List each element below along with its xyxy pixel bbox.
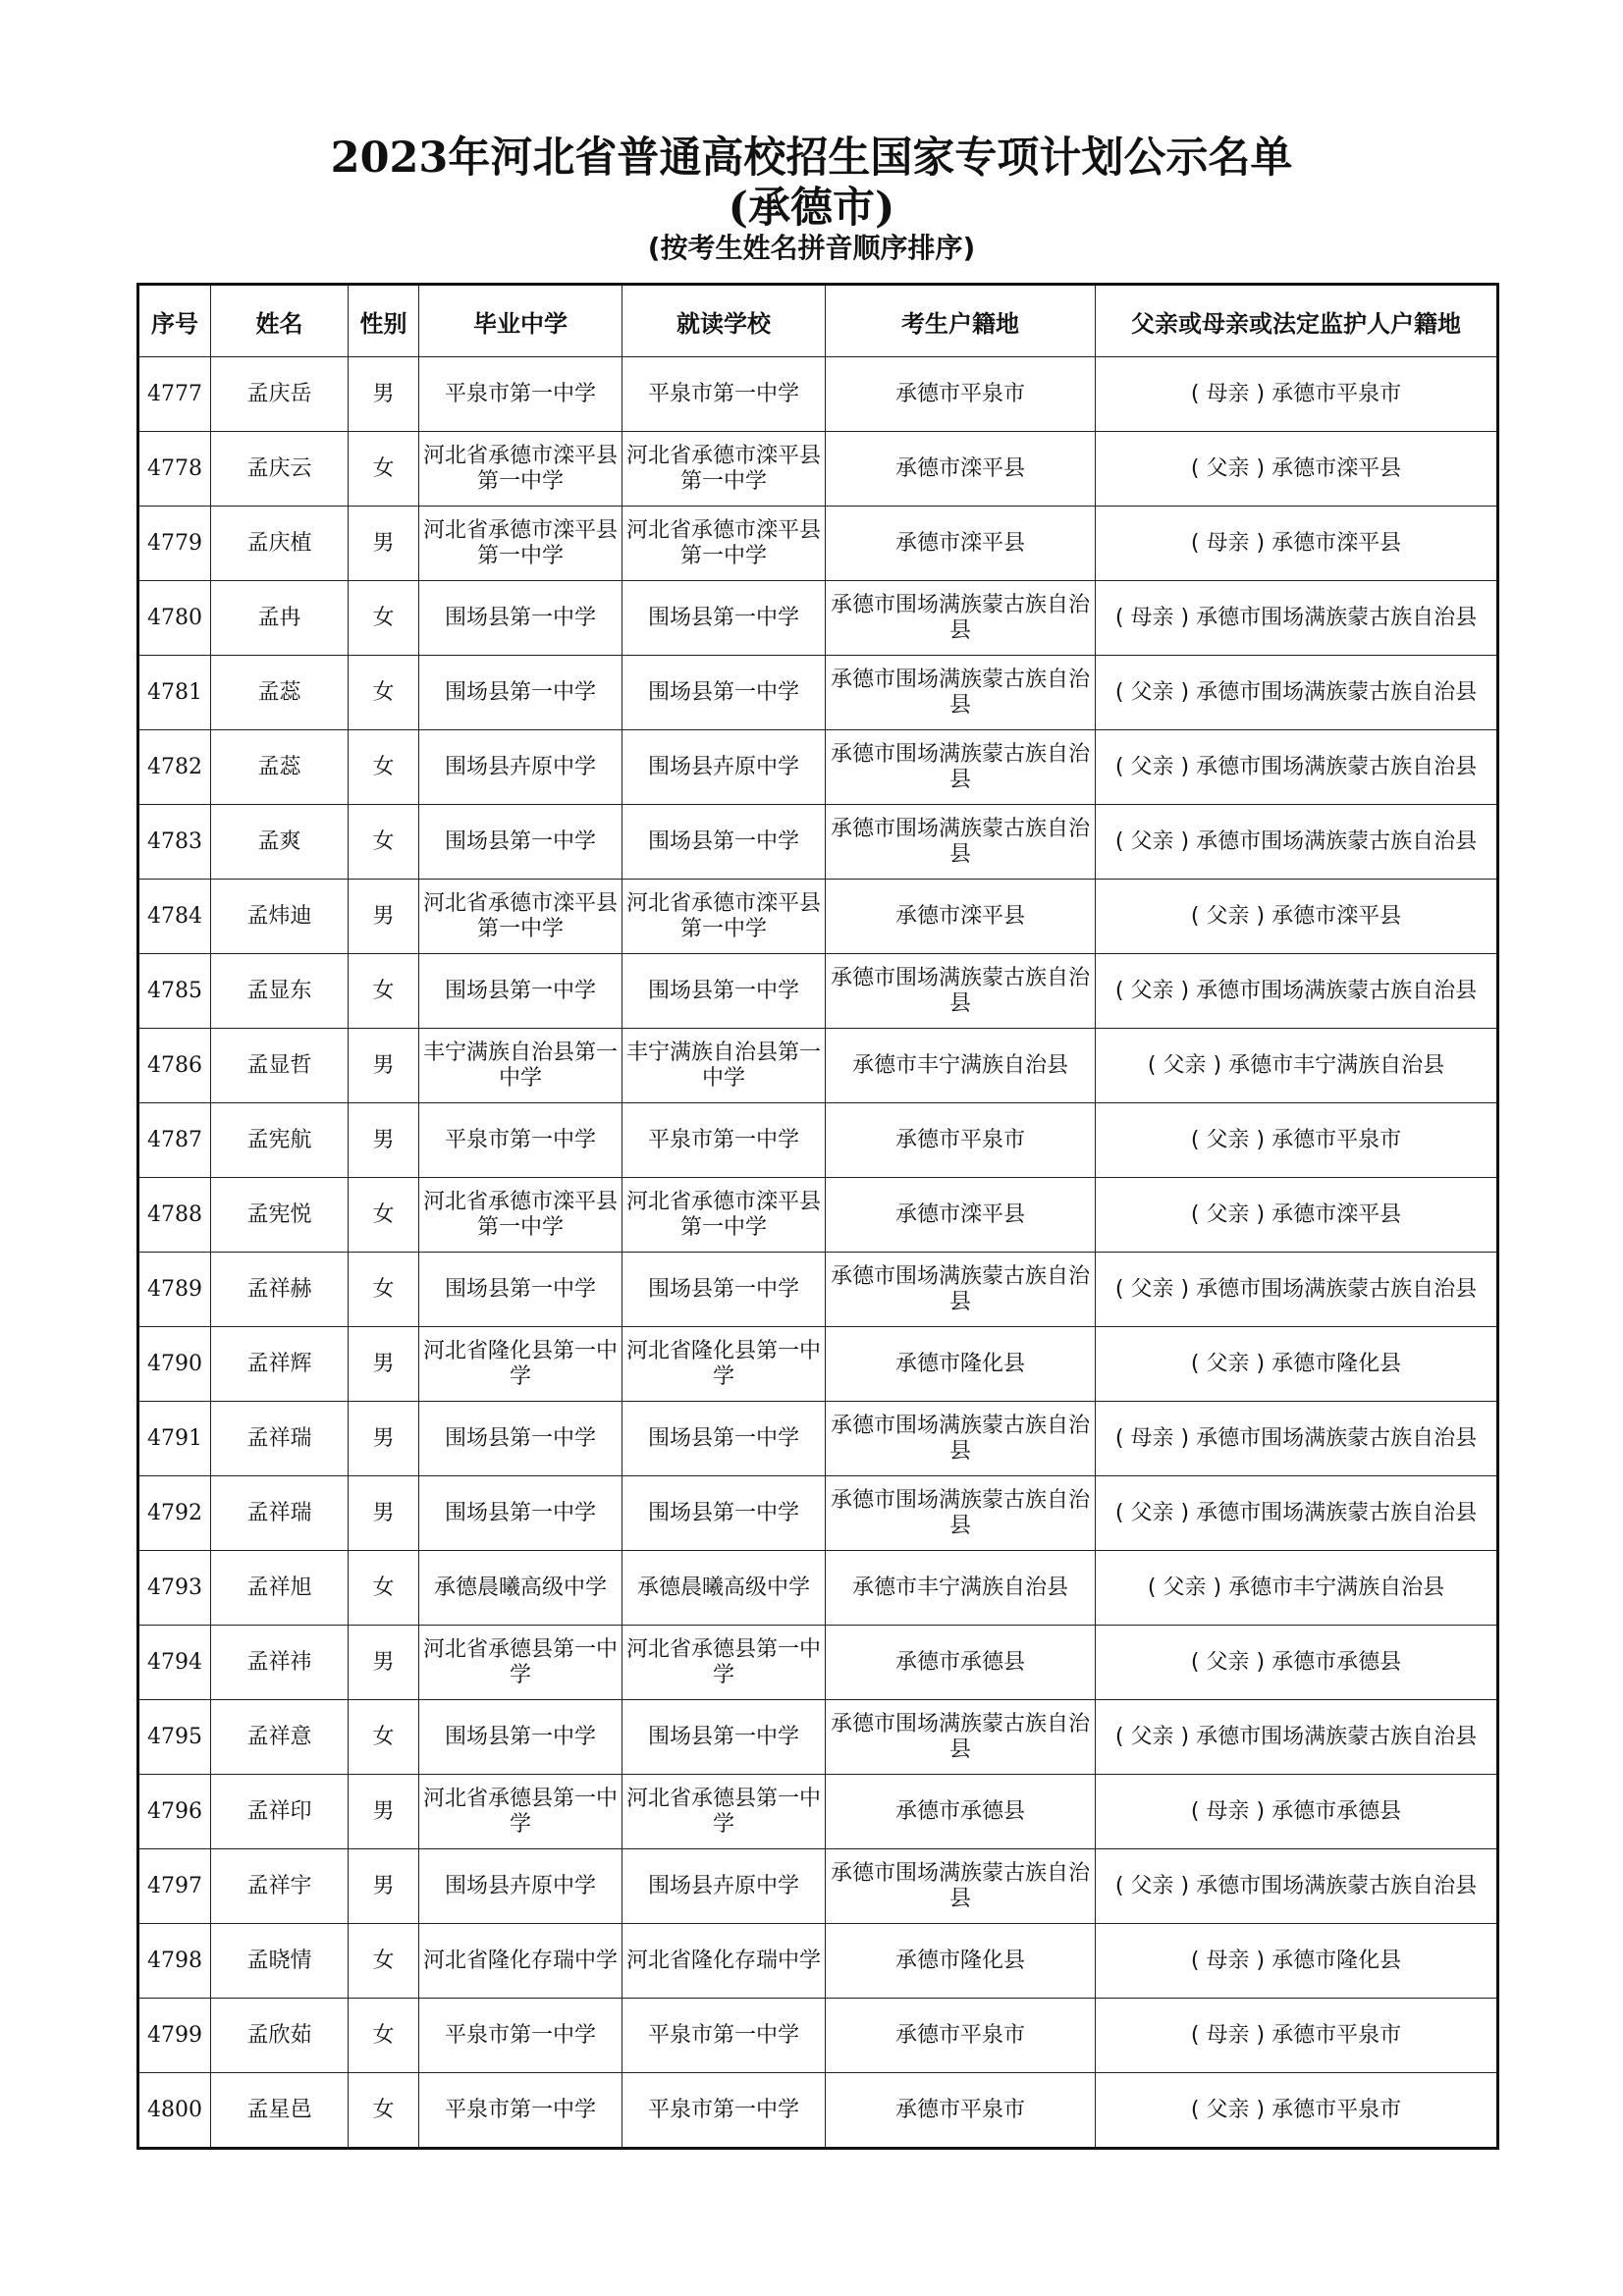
cell-cur-school: 河北省承德市滦平县第一中学 bbox=[622, 432, 826, 507]
cell-no: 4799 bbox=[138, 1999, 211, 2073]
cell-grad-school: 平泉市第一中学 bbox=[419, 1103, 622, 1178]
table-row bbox=[138, 507, 1498, 581]
table-header-row bbox=[138, 285, 1498, 357]
cell-guardian-hukou: ( 父亲 ) 承德市围场满族蒙古族自治县 bbox=[1096, 730, 1498, 805]
table-row bbox=[138, 1849, 1498, 1924]
cell-guardian-hukou: ( 父亲 ) 承德市滦平县 bbox=[1096, 1178, 1498, 1253]
table-row bbox=[138, 432, 1498, 507]
cell-guardian-hukou: ( 父亲 ) 承德市丰宁满族自治县 bbox=[1096, 1551, 1498, 1626]
cell-gender: 女 bbox=[349, 2073, 419, 2149]
table-row bbox=[138, 1700, 1498, 1775]
cell-grad-school: 围场县卉原中学 bbox=[419, 730, 622, 805]
cell-no: 4787 bbox=[138, 1103, 211, 1178]
cell-cur-school: 平泉市第一中学 bbox=[622, 1999, 826, 2073]
cell-gender: 男 bbox=[349, 880, 419, 954]
cell-grad-school: 围场县第一中学 bbox=[419, 581, 622, 656]
cell-cur-school: 围场县卉原中学 bbox=[622, 1849, 826, 1924]
cell-name: 孟蕊 bbox=[211, 730, 349, 805]
cell-no: 4789 bbox=[138, 1253, 211, 1327]
cell-guardian-hukou: ( 父亲 ) 承德市隆化县 bbox=[1096, 1327, 1498, 1402]
cell-hukou: 承德市承德县 bbox=[826, 1626, 1096, 1700]
cell-gender: 女 bbox=[349, 1253, 419, 1327]
cell-hukou: 承德市平泉市 bbox=[826, 357, 1096, 432]
table-row bbox=[138, 1029, 1498, 1103]
cell-cur-school: 河北省隆化存瑞中学 bbox=[622, 1924, 826, 1999]
col-header-guardian-hukou: 父亲或母亲或法定监护人户籍地 bbox=[1096, 285, 1498, 357]
cell-guardian-hukou: ( 父亲 ) 承德市围场满族蒙古族自治县 bbox=[1096, 1849, 1498, 1924]
cell-cur-school: 围场县第一中学 bbox=[622, 954, 826, 1029]
col-header-no: 序号 bbox=[138, 285, 211, 357]
cell-hukou: 承德市围场满族蒙古族自治县 bbox=[826, 1402, 1096, 1476]
cell-guardian-hukou: ( 父亲 ) 承德市平泉市 bbox=[1096, 1103, 1498, 1178]
cell-hukou: 承德市围场满族蒙古族自治县 bbox=[826, 656, 1096, 730]
cell-no: 4784 bbox=[138, 880, 211, 954]
cell-name: 孟蕊 bbox=[211, 656, 349, 730]
cell-grad-school: 围场县第一中学 bbox=[419, 1700, 622, 1775]
cell-grad-school: 承德晨曦高级中学 bbox=[419, 1551, 622, 1626]
cell-hukou: 承德市平泉市 bbox=[826, 1103, 1096, 1178]
table-row bbox=[138, 656, 1498, 730]
cell-cur-school: 承德晨曦高级中学 bbox=[622, 1551, 826, 1626]
cell-gender: 女 bbox=[349, 432, 419, 507]
cell-guardian-hukou: ( 母亲 ) 承德市围场满族蒙古族自治县 bbox=[1096, 581, 1498, 656]
cell-hukou: 承德市围场满族蒙古族自治县 bbox=[826, 805, 1096, 880]
cell-guardian-hukou: ( 父亲 ) 承德市围场满族蒙古族自治县 bbox=[1096, 805, 1498, 880]
col-header-hukou: 考生户籍地 bbox=[826, 285, 1096, 357]
table-row bbox=[138, 730, 1498, 805]
cell-cur-school: 河北省承德市滦平县第一中学 bbox=[622, 507, 826, 581]
cell-no: 4794 bbox=[138, 1626, 211, 1700]
cell-grad-school: 丰宁满族自治县第一中学 bbox=[419, 1029, 622, 1103]
table-row bbox=[138, 1775, 1498, 1849]
cell-guardian-hukou: ( 父亲 ) 承德市平泉市 bbox=[1096, 2073, 1498, 2149]
cell-no: 4793 bbox=[138, 1551, 211, 1626]
cell-gender: 女 bbox=[349, 1178, 419, 1253]
cell-hukou: 承德市丰宁满族自治县 bbox=[826, 1551, 1096, 1626]
cell-guardian-hukou: ( 母亲 ) 承德市滦平县 bbox=[1096, 507, 1498, 581]
cell-grad-school: 河北省承德市滦平县第一中学 bbox=[419, 507, 622, 581]
cell-cur-school: 围场县第一中学 bbox=[622, 656, 826, 730]
cell-name: 孟显东 bbox=[211, 954, 349, 1029]
cell-name: 孟庆岳 bbox=[211, 357, 349, 432]
cell-gender: 女 bbox=[349, 1999, 419, 2073]
cell-no: 4786 bbox=[138, 1029, 211, 1103]
cell-grad-school: 河北省隆化县第一中学 bbox=[419, 1327, 622, 1402]
cell-grad-school: 围场县第一中学 bbox=[419, 954, 622, 1029]
cell-name: 孟祥印 bbox=[211, 1775, 349, 1849]
table-row bbox=[138, 1626, 1498, 1700]
col-header-name: 姓名 bbox=[211, 285, 349, 357]
cell-hukou: 承德市承德县 bbox=[826, 1775, 1096, 1849]
cell-grad-school: 围场县第一中学 bbox=[419, 1476, 622, 1551]
cell-gender: 男 bbox=[349, 1029, 419, 1103]
cell-hukou: 承德市围场满族蒙古族自治县 bbox=[826, 954, 1096, 1029]
cell-gender: 男 bbox=[349, 1327, 419, 1402]
cell-grad-school: 河北省承德市滦平县第一中学 bbox=[419, 880, 622, 954]
cell-no: 4777 bbox=[138, 357, 211, 432]
cell-name: 孟显哲 bbox=[211, 1029, 349, 1103]
cell-name: 孟祥旭 bbox=[211, 1551, 349, 1626]
table-row bbox=[138, 2073, 1498, 2149]
cell-gender: 女 bbox=[349, 1700, 419, 1775]
cell-guardian-hukou: ( 父亲 ) 承德市围场满族蒙古族自治县 bbox=[1096, 656, 1498, 730]
cell-cur-school: 平泉市第一中学 bbox=[622, 1103, 826, 1178]
cell-name: 孟爽 bbox=[211, 805, 349, 880]
cell-cur-school: 围场县第一中学 bbox=[622, 1402, 826, 1476]
cell-gender: 男 bbox=[349, 1402, 419, 1476]
cell-cur-school: 围场县第一中学 bbox=[622, 1476, 826, 1551]
cell-guardian-hukou: ( 母亲 ) 承德市隆化县 bbox=[1096, 1924, 1498, 1999]
cell-guardian-hukou: ( 母亲 ) 承德市围场满族蒙古族自治县 bbox=[1096, 1402, 1498, 1476]
table-row bbox=[138, 1999, 1498, 2073]
cell-grad-school: 围场县第一中学 bbox=[419, 805, 622, 880]
cell-name: 孟祥赫 bbox=[211, 1253, 349, 1327]
cell-guardian-hukou: ( 父亲 ) 承德市丰宁满族自治县 bbox=[1096, 1029, 1498, 1103]
cell-gender: 女 bbox=[349, 954, 419, 1029]
cell-grad-school: 平泉市第一中学 bbox=[419, 1999, 622, 2073]
col-header-gender: 性别 bbox=[349, 285, 419, 357]
cell-guardian-hukou: ( 父亲 ) 承德市围场满族蒙古族自治县 bbox=[1096, 954, 1498, 1029]
cell-cur-school: 围场县第一中学 bbox=[622, 581, 826, 656]
cell-no: 4778 bbox=[138, 432, 211, 507]
cell-cur-school: 围场县第一中学 bbox=[622, 1700, 826, 1775]
cell-cur-school: 丰宁满族自治县第一中学 bbox=[622, 1029, 826, 1103]
cell-name: 孟炜迪 bbox=[211, 880, 349, 954]
table-row bbox=[138, 581, 1498, 656]
cell-gender: 女 bbox=[349, 581, 419, 656]
cell-no: 4779 bbox=[138, 507, 211, 581]
cell-guardian-hukou: ( 父亲 ) 承德市滦平县 bbox=[1096, 432, 1498, 507]
cell-no: 4800 bbox=[138, 2073, 211, 2149]
cell-guardian-hukou: ( 父亲 ) 承德市围场满族蒙古族自治县 bbox=[1096, 1253, 1498, 1327]
cell-no: 4797 bbox=[138, 1849, 211, 1924]
cell-grad-school: 河北省承德县第一中学 bbox=[419, 1775, 622, 1849]
cell-no: 4788 bbox=[138, 1178, 211, 1253]
cell-hukou: 承德市滦平县 bbox=[826, 880, 1096, 954]
cell-hukou: 承德市滦平县 bbox=[826, 432, 1096, 507]
cell-gender: 女 bbox=[349, 1924, 419, 1999]
cell-name: 孟晓情 bbox=[211, 1924, 349, 1999]
table-row bbox=[138, 1253, 1498, 1327]
cell-cur-school: 河北省承德县第一中学 bbox=[622, 1626, 826, 1700]
cell-no: 4785 bbox=[138, 954, 211, 1029]
cell-grad-school: 河北省承德市滦平县第一中学 bbox=[419, 1178, 622, 1253]
cell-cur-school: 围场县第一中学 bbox=[622, 1253, 826, 1327]
cell-hukou: 承德市围场满族蒙古族自治县 bbox=[826, 730, 1096, 805]
cell-gender: 男 bbox=[349, 1626, 419, 1700]
cell-guardian-hukou: ( 父亲 ) 承德市围场满族蒙古族自治县 bbox=[1096, 1700, 1498, 1775]
cell-name: 孟宪航 bbox=[211, 1103, 349, 1178]
cell-gender: 男 bbox=[349, 1849, 419, 1924]
page-title: 2023年河北省普通高校招生国家专项计划公示名单 bbox=[330, 133, 1293, 183]
cell-guardian-hukou: ( 父亲 ) 承德市围场满族蒙古族自治县 bbox=[1096, 1476, 1498, 1551]
cell-name: 孟祥辉 bbox=[211, 1327, 349, 1402]
sort-note: (按考生姓名拼音顺序排序) bbox=[647, 232, 976, 264]
cell-gender: 男 bbox=[349, 1775, 419, 1849]
cell-gender: 男 bbox=[349, 1103, 419, 1178]
cell-name: 孟庆植 bbox=[211, 507, 349, 581]
cell-no: 4780 bbox=[138, 581, 211, 656]
cell-grad-school: 围场县第一中学 bbox=[419, 1253, 622, 1327]
cell-grad-school: 围场县第一中学 bbox=[419, 656, 622, 730]
cell-grad-school: 平泉市第一中学 bbox=[419, 2073, 622, 2149]
cell-grad-school: 河北省承德县第一中学 bbox=[419, 1626, 622, 1700]
table-row bbox=[138, 805, 1498, 880]
cell-gender: 女 bbox=[349, 730, 419, 805]
table-row bbox=[138, 357, 1498, 432]
cell-no: 4798 bbox=[138, 1924, 211, 1999]
cell-guardian-hukou: ( 母亲 ) 承德市平泉市 bbox=[1096, 357, 1498, 432]
cell-gender: 女 bbox=[349, 1551, 419, 1626]
cell-no: 4782 bbox=[138, 730, 211, 805]
table-row bbox=[138, 1476, 1498, 1551]
cell-cur-school: 围场县卉原中学 bbox=[622, 730, 826, 805]
cell-cur-school: 围场县第一中学 bbox=[622, 805, 826, 880]
table-row bbox=[138, 1551, 1498, 1626]
col-header-grad-school: 毕业中学 bbox=[419, 285, 622, 357]
table-row bbox=[138, 954, 1498, 1029]
cell-no: 4795 bbox=[138, 1700, 211, 1775]
cell-grad-school: 河北省隆化存瑞中学 bbox=[419, 1924, 622, 1999]
cell-gender: 男 bbox=[349, 357, 419, 432]
cell-name: 孟祥宇 bbox=[211, 1849, 349, 1924]
cell-grad-school: 围场县第一中学 bbox=[419, 1402, 622, 1476]
cell-hukou: 承德市平泉市 bbox=[826, 1999, 1096, 2073]
cell-hukou: 承德市围场满族蒙古族自治县 bbox=[826, 1700, 1096, 1775]
cell-cur-school: 河北省承德县第一中学 bbox=[622, 1775, 826, 1849]
cell-hukou: 承德市围场满族蒙古族自治县 bbox=[826, 581, 1096, 656]
cell-name: 孟祥意 bbox=[211, 1700, 349, 1775]
table-row bbox=[138, 880, 1498, 954]
cell-no: 4783 bbox=[138, 805, 211, 880]
cell-name: 孟冉 bbox=[211, 581, 349, 656]
table-row bbox=[138, 1178, 1498, 1253]
cell-gender: 女 bbox=[349, 805, 419, 880]
cell-grad-school: 围场县卉原中学 bbox=[419, 1849, 622, 1924]
col-header-cur-school: 就读学校 bbox=[622, 285, 826, 357]
cell-cur-school: 平泉市第一中学 bbox=[622, 357, 826, 432]
cell-cur-school: 河北省承德市滦平县第一中学 bbox=[622, 880, 826, 954]
cell-name: 孟宪悦 bbox=[211, 1178, 349, 1253]
cell-cur-school: 平泉市第一中学 bbox=[622, 2073, 826, 2149]
cell-grad-school: 平泉市第一中学 bbox=[419, 357, 622, 432]
cell-name: 孟祥瑞 bbox=[211, 1402, 349, 1476]
cell-no: 4792 bbox=[138, 1476, 211, 1551]
cell-hukou: 承德市滦平县 bbox=[826, 1178, 1096, 1253]
cell-name: 孟祥瑞 bbox=[211, 1476, 349, 1551]
page-subtitle: (承德市) bbox=[728, 184, 895, 233]
cell-hukou: 承德市隆化县 bbox=[826, 1327, 1096, 1402]
cell-hukou: 承德市围场满族蒙古族自治县 bbox=[826, 1476, 1096, 1551]
cell-name: 孟庆云 bbox=[211, 432, 349, 507]
cell-hukou: 承德市丰宁满族自治县 bbox=[826, 1029, 1096, 1103]
table-row bbox=[138, 1103, 1498, 1178]
cell-gender: 男 bbox=[349, 1476, 419, 1551]
cell-gender: 女 bbox=[349, 656, 419, 730]
table-row bbox=[138, 1327, 1498, 1402]
cell-hukou: 承德市围场满族蒙古族自治县 bbox=[826, 1849, 1096, 1924]
cell-no: 4790 bbox=[138, 1327, 211, 1402]
cell-hukou: 承德市围场满族蒙古族自治县 bbox=[826, 1253, 1096, 1327]
cell-guardian-hukou: ( 父亲 ) 承德市滦平县 bbox=[1096, 880, 1498, 954]
table-row bbox=[138, 1924, 1498, 1999]
cell-no: 4781 bbox=[138, 656, 211, 730]
cell-hukou: 承德市滦平县 bbox=[826, 507, 1096, 581]
cell-cur-school: 河北省承德市滦平县第一中学 bbox=[622, 1178, 826, 1253]
cell-no: 4796 bbox=[138, 1775, 211, 1849]
cell-guardian-hukou: ( 母亲 ) 承德市平泉市 bbox=[1096, 1999, 1498, 2073]
cell-hukou: 承德市隆化县 bbox=[826, 1924, 1096, 1999]
cell-name: 孟星邑 bbox=[211, 2073, 349, 2149]
cell-no: 4791 bbox=[138, 1402, 211, 1476]
cell-guardian-hukou: ( 母亲 ) 承德市承德县 bbox=[1096, 1775, 1498, 1849]
table-row bbox=[138, 1402, 1498, 1476]
cell-hukou: 承德市平泉市 bbox=[826, 2073, 1096, 2149]
cell-grad-school: 河北省承德市滦平县第一中学 bbox=[419, 432, 622, 507]
admission-list-table bbox=[136, 283, 1499, 2150]
cell-name: 孟欣茹 bbox=[211, 1999, 349, 2073]
cell-cur-school: 河北省隆化县第一中学 bbox=[622, 1327, 826, 1402]
cell-name: 孟祥祎 bbox=[211, 1626, 349, 1700]
cell-gender: 男 bbox=[349, 507, 419, 581]
cell-guardian-hukou: ( 父亲 ) 承德市承德县 bbox=[1096, 1626, 1498, 1700]
